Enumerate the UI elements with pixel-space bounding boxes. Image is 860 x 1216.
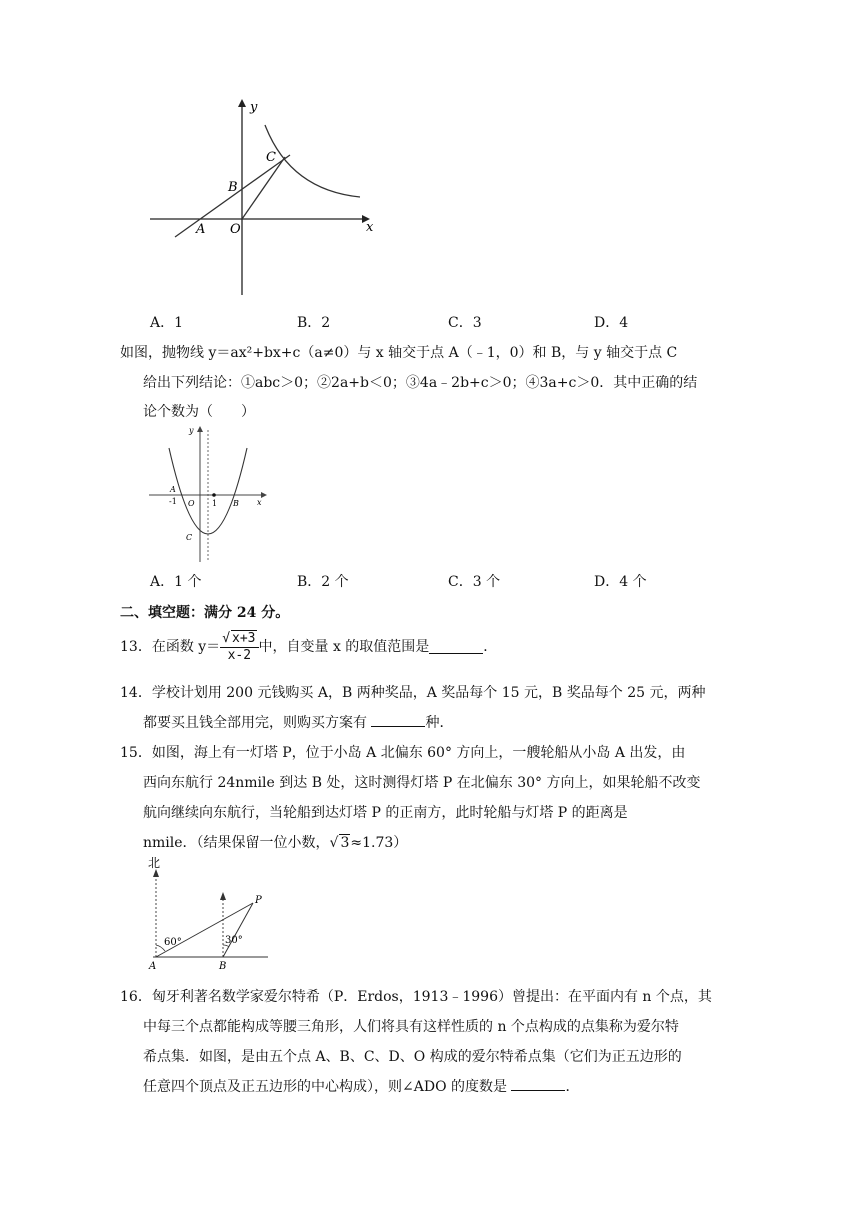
q15-sqrt-value: 3 (340, 835, 350, 851)
q16-line-4 (143, 1076, 579, 1096)
q12-option-c: C．3 个 (448, 574, 501, 590)
q11-option-b: B．2 (297, 315, 331, 331)
q15-line-3: 航向继续向东航行，当轮船到达灯塔 P 的正南方，此时轮船与灯塔 P 的距离是 (143, 805, 628, 821)
q16-line-2: 中每三个点都能构成等腰三角形，人们将具有这样性质的 n 个点构成的点集称为爱尔特 (143, 1019, 679, 1035)
q12-line-2: 给出下列结论：①abc＞0；②2a+b＜0；③4a﹣2b+c＞0；④3a+c＞0．其中正确的结 (143, 375, 698, 391)
q12-label-y: y (189, 426, 194, 435)
q13-suffix: 中，自变量 x 的取值范围是 (258, 639, 430, 655)
q12-label-O: O (188, 499, 195, 508)
q11-label-x: x (366, 220, 374, 235)
q12-label-B: B (233, 499, 239, 508)
q14-line-2 (143, 712, 453, 732)
q11-label-C: C (266, 150, 276, 165)
q13-line (120, 630, 497, 664)
q15-line-4-text: nmile．（结果保留一位小数， (143, 835, 330, 851)
q12-option-d: D．4 个 (594, 574, 647, 590)
q13-answer-blank[interactable] (429, 641, 483, 654)
q12-line-1: 如图，抛物线 y＝ax²+bx+c（a≠0）与 x 轴交于点 A（﹣1，0）和 B，与 y 轴交于点 C (120, 345, 678, 361)
q12-option-a: A．1 个 (150, 574, 202, 590)
q12-label-C: C (186, 533, 193, 542)
q15-label-north: 北 (148, 856, 161, 870)
q11-label-A: A (196, 222, 206, 237)
q11-figure (140, 95, 380, 300)
q14-answer-blank[interactable] (371, 714, 425, 727)
q13-prefix: 13．在函数 y＝ (120, 639, 221, 655)
q14-line-1: 14．学校计划用 200 元钱购买 A，B 两种奖品，A 奖品每个 15 元，B 奖品每个 25 元，两种 (120, 685, 706, 701)
q12-label-one: 1 (212, 499, 218, 508)
q15-line-4: nmile．（结果保留一位小数，√ 3≈1.73） (143, 835, 408, 851)
q12-figure (145, 420, 275, 565)
q16-line-3: 希点集．如图，是由五个点 A、B、C、D、O 构成的爱尔特希点集（它们为正五边形的 (143, 1049, 682, 1065)
q15-label-B: B (219, 961, 227, 972)
q11-label-B: B (228, 180, 238, 195)
q15-figure (143, 853, 283, 973)
q15-line-4-end: ≈1.73） (350, 835, 408, 851)
q15-label-A: A (149, 961, 157, 972)
q13-end: ． (483, 639, 498, 655)
q13-numerator: x+3 (232, 631, 256, 646)
q11-label-O: O (230, 222, 241, 237)
q11-option-d: D．4 (594, 315, 629, 331)
q15-label-30: 30° (225, 935, 243, 946)
q15-line-2: 西向东航行 24nmile 到达 B 处，这时测得灯塔 P 在北偏东 30° 方向上，如果轮船不改变 (143, 775, 701, 791)
q11-option-c: C．3 (448, 315, 482, 331)
q12-label-neg1: -1 (169, 497, 177, 506)
q12-label-x: x (257, 498, 262, 507)
q16-line-1: 16．匈牙利著名数学家爱尔特希（P．Erdos，1913﹣1996）曾提出：在平面内有 n 个点，其 (120, 989, 712, 1005)
q13-denominator: x-2 (227, 648, 252, 663)
q12-label-A: A (170, 485, 176, 494)
q16-answer-blank[interactable] (511, 1078, 565, 1091)
q15-label-60: 60° (164, 937, 182, 948)
q16-line-4-text: 任意四个顶点及正五边形的中心构成），则∠ADO 的度数是 (143, 1079, 512, 1095)
section-heading-fill-in: 二、填空题：满分 24 分。 (120, 605, 290, 621)
q11-label-y: y (250, 100, 258, 115)
q15-label-P: P (255, 895, 262, 906)
q15-line-1: 15．如图，海上有一灯塔 P，位于小岛 A 北偏东 60° 方向上，一艘轮船从小岛 A 出发，由 (120, 745, 686, 761)
q11-option-a: A．1 (150, 315, 184, 331)
q12-option-b: B．2 个 (297, 574, 349, 590)
q13-fraction: $\frac{√ x+3}{x-2}$ (220, 630, 258, 664)
q14-line-2-end: 种． (425, 715, 454, 731)
q12-line-3: 论个数为（ ） (143, 404, 255, 420)
q16-line-4-end: ． (565, 1079, 580, 1095)
q14-line-2-text: 都要买且钱全部用完，则购买方案有 (143, 715, 372, 731)
